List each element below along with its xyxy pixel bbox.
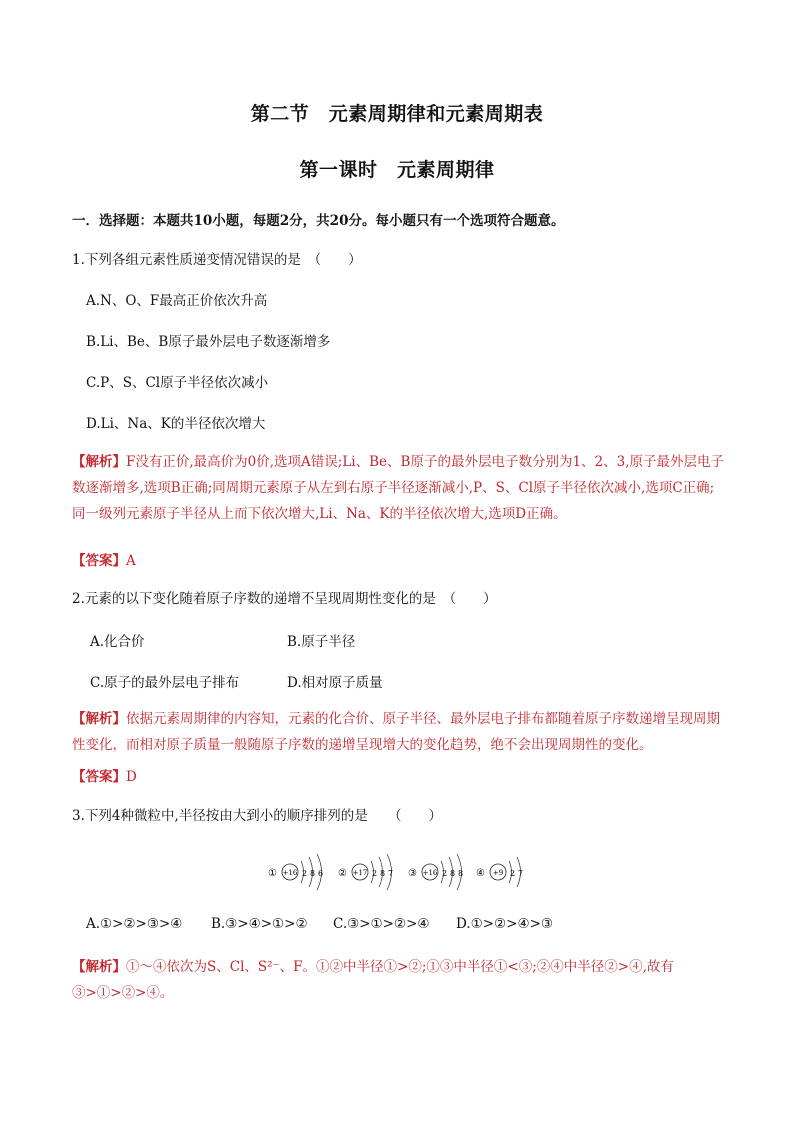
question-2-option-b: B.原子半径: [287, 634, 356, 650]
question-3-option-a: A.①>②>③>④: [86, 916, 183, 932]
analysis-tag: 【解析】: [72, 959, 126, 975]
particle-label: ④: [476, 868, 485, 879]
question-3-stem: 3.下列4种微粒中,半径按由大到小的顺序排列的是 （ ）: [72, 808, 443, 824]
page-subtitle: 第一课时 元素周期律: [299, 159, 495, 181]
question-2-option-a: A.化合价: [90, 634, 145, 650]
answer-tag: 【答案】: [72, 769, 126, 785]
particle-label: ②: [338, 868, 347, 879]
shell-electrons: 8: [380, 869, 386, 878]
shell-electrons: 8: [458, 869, 464, 878]
nucleus-charge: +16: [422, 869, 438, 877]
question-1-stem: 1.下列各组元素性质递变情况错误的是 （ ）: [72, 252, 362, 268]
nucleus-charge: +16: [282, 869, 298, 877]
shell-electrons: 6: [318, 869, 324, 878]
analysis-text-continued: >②;①③中半径①<③;②④中半径②>④,故有③>①>②>④。: [72, 959, 674, 1001]
shell-electrons: 2: [510, 869, 516, 878]
particle-label: ①: [268, 868, 277, 879]
question-3-analysis: [72, 954, 727, 1006]
question-3-option-c: C.③>①>②>④: [333, 916, 430, 932]
particle-4: [476, 857, 523, 887]
question-1-option-c: C.P、S、Cl原子半径依次减小: [86, 375, 269, 391]
answer-tag: 【答案】: [72, 553, 126, 569]
analysis-tag: 【解析】: [72, 711, 126, 727]
shell-electrons: 2: [372, 869, 378, 878]
nucleus-charge: +17: [352, 869, 368, 877]
page-title: 第二节 元素周期律和元素周期表: [250, 103, 544, 125]
question-2-option-d: D.相对原子质量: [287, 675, 383, 691]
shell-electrons: 7: [518, 869, 524, 878]
particle-2: [338, 854, 393, 890]
nucleus-charge: +9: [492, 869, 504, 877]
analysis-tag: 【解析】: [72, 454, 126, 470]
question-2-answer: [72, 765, 137, 785]
atomic-structure-diagram: [268, 851, 538, 893]
section-heading: 一．选择题：本题共10小题，每题2分，共20分。每小题只有一个选项符合题意。: [72, 213, 565, 229]
question-3-option-b: B.③>④>①>②: [211, 916, 308, 932]
analysis-text: 依据元素周期律的内容知，元素的化合价、原子半径、最外层电子排布都随着原子序数递增呈现周期性变化，而相对原子质量一般随原子序数的递增呈现增大的变化趋势，绝不会出现周期性的变化。: [72, 711, 720, 753]
shell-electrons: 2: [302, 869, 308, 878]
particle-3: [408, 854, 463, 890]
question-1-analysis: [72, 449, 727, 527]
particle-label: ③: [408, 868, 417, 879]
question-3-option-d: D.①>②>④>③: [456, 916, 553, 932]
question-2-analysis: [72, 706, 727, 758]
shell-electrons: 8: [310, 869, 316, 878]
question-2-stem: 2.元素的以下变化随着原子序数的递增不呈现周期性变化的是 （ ）: [72, 591, 497, 607]
answer-value: D: [126, 769, 137, 785]
question-1-option-b: B.Li、Be、B原子最外层电子数逐渐增多: [86, 334, 331, 350]
analysis-text: F没有正价,最高价为0价,选项A错误;Li、Be、B原子的最外层电子数分别为1、2、3,原子最外层电子数逐渐增多,选项B正确;同周期元素原子从左到右原子半径逐渐减小,P、S、Cl原子半径依次减小,选项C正确;同一级列元素原子半径从上而下依次增大,Li、Na、K的半径依次增大,选项D正确。: [72, 454, 725, 522]
question-2-option-c: C.原子的最外层电子排布: [90, 675, 240, 691]
analysis-text: ①～④依次为S、Cl、S²⁻、F。①②中半径①: [126, 959, 398, 975]
answer-value: A: [126, 553, 136, 569]
question-1-option-d: D.Li、Na、K的半径依次增大: [86, 416, 266, 432]
shell-electrons: 7: [388, 869, 394, 878]
question-1-option-a: A.N、O、F最高正价依次升高: [86, 293, 268, 309]
shell-electrons: 8: [450, 869, 456, 878]
question-1-answer: [72, 549, 136, 569]
particle-1: [268, 854, 323, 890]
shell-electrons: 2: [442, 869, 448, 878]
